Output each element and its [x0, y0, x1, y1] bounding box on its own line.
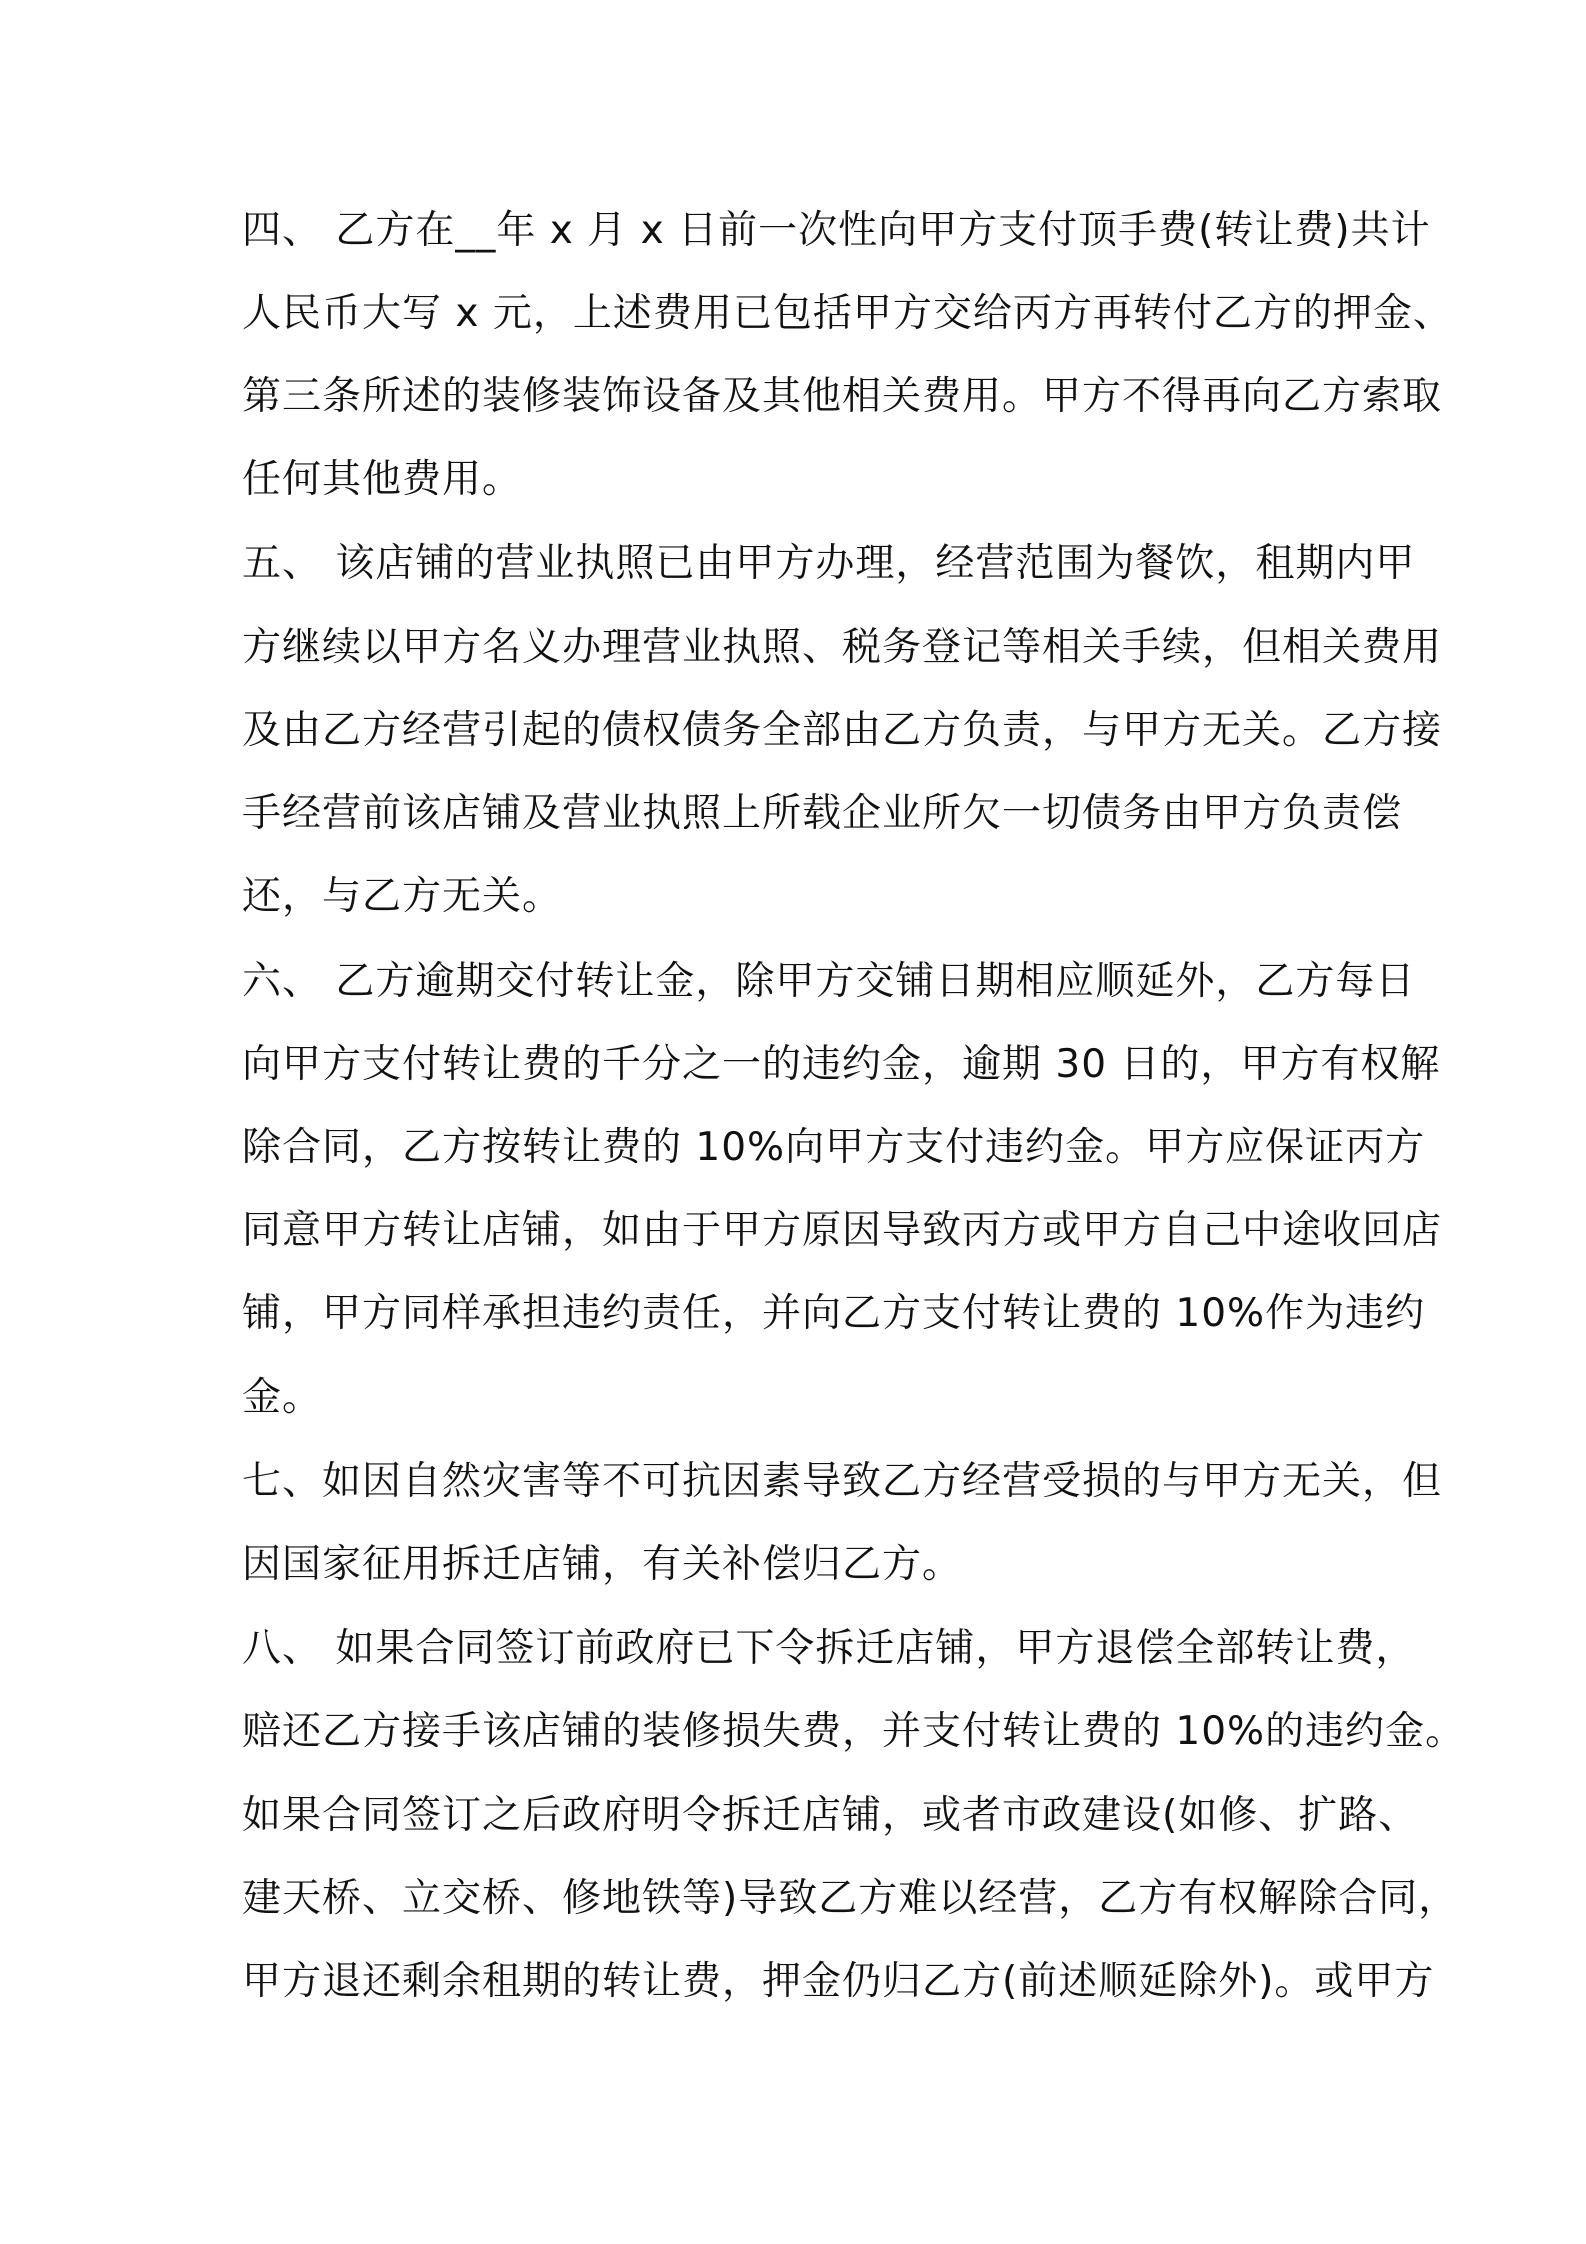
text-line: 方继续以甲方名义办理营业执照、税务登记等相关手续，但相关费用	[242, 625, 1443, 670]
text-line: 铺，甲方同样承担违约责任，并向乙方支付转让费的 10%作为违约	[242, 1291, 1426, 1336]
text-line: 四、 乙方在__年 x 月 x 日前一次性向甲方支付顶手费(转让费)共计	[242, 208, 1431, 253]
text-line: 第三条所述的装修装饰设备及其他相关费用。甲方不得再向乙方索取	[242, 374, 1443, 419]
text-line: 还，与乙方无关。	[242, 874, 563, 919]
text-line: 甲方退还剩余租期的转让费，押金仍归乙方(前述顺延除外)。或甲方	[242, 1959, 1435, 2004]
text-line: 六、 乙方逾期交付转让金，除甲方交铺日期相应顺延外，乙方每日	[242, 959, 1416, 1004]
text-line: 任何其他费用。	[242, 457, 523, 502]
text-line: 同意甲方转让店铺，如由于甲方原因导致丙方或甲方自己中途收回店	[242, 1208, 1443, 1253]
text-line: 七、如因自然灾害等不可抗因素导致乙方经营受损的与甲方无关，但	[242, 1459, 1443, 1504]
text-line: 人民币大写 x 元，上述费用已包括甲方交给丙方再转付乙方的押金、	[242, 291, 1453, 336]
text-line: 五、 该店铺的营业执照已由甲方办理，经营范围为餐饮，租期内甲	[242, 541, 1416, 586]
text-line: 向甲方支付转让费的千分之一的违约金，逾期 30 日的，甲方有权解	[242, 1042, 1441, 1087]
text-line: 八、 如果合同签订前政府已下令拆迁店铺，甲方退偿全部转让费，	[242, 1626, 1416, 1671]
text-line: 金。	[242, 1375, 323, 1420]
text-line: 建天桥、立交桥、修地铁等)导致乙方难以经营，乙方有权解除合同，	[242, 1876, 1459, 1921]
text-line: 及由乙方经营引起的债权债务全部由乙方负责，与甲方无关。乙方接	[242, 708, 1443, 753]
text-line: 手经营前该店铺及营业执照上所载企业所欠一切债务由甲方负责偿	[242, 791, 1403, 836]
text-line: 因国家征用拆迁店铺，有关补偿归乙方。	[242, 1542, 963, 1587]
text-line: 如果合同签订之后政府明令拆迁店铺，或者市政建设(如修、扩路、	[242, 1793, 1419, 1838]
text-line: 除合同，乙方按转让费的 10%向甲方支付违约金。甲方应保证丙方	[242, 1125, 1426, 1170]
text-line: 赔还乙方接手该店铺的装修损失费，并支付转让费的 10%的违约金。	[242, 1709, 1466, 1754]
